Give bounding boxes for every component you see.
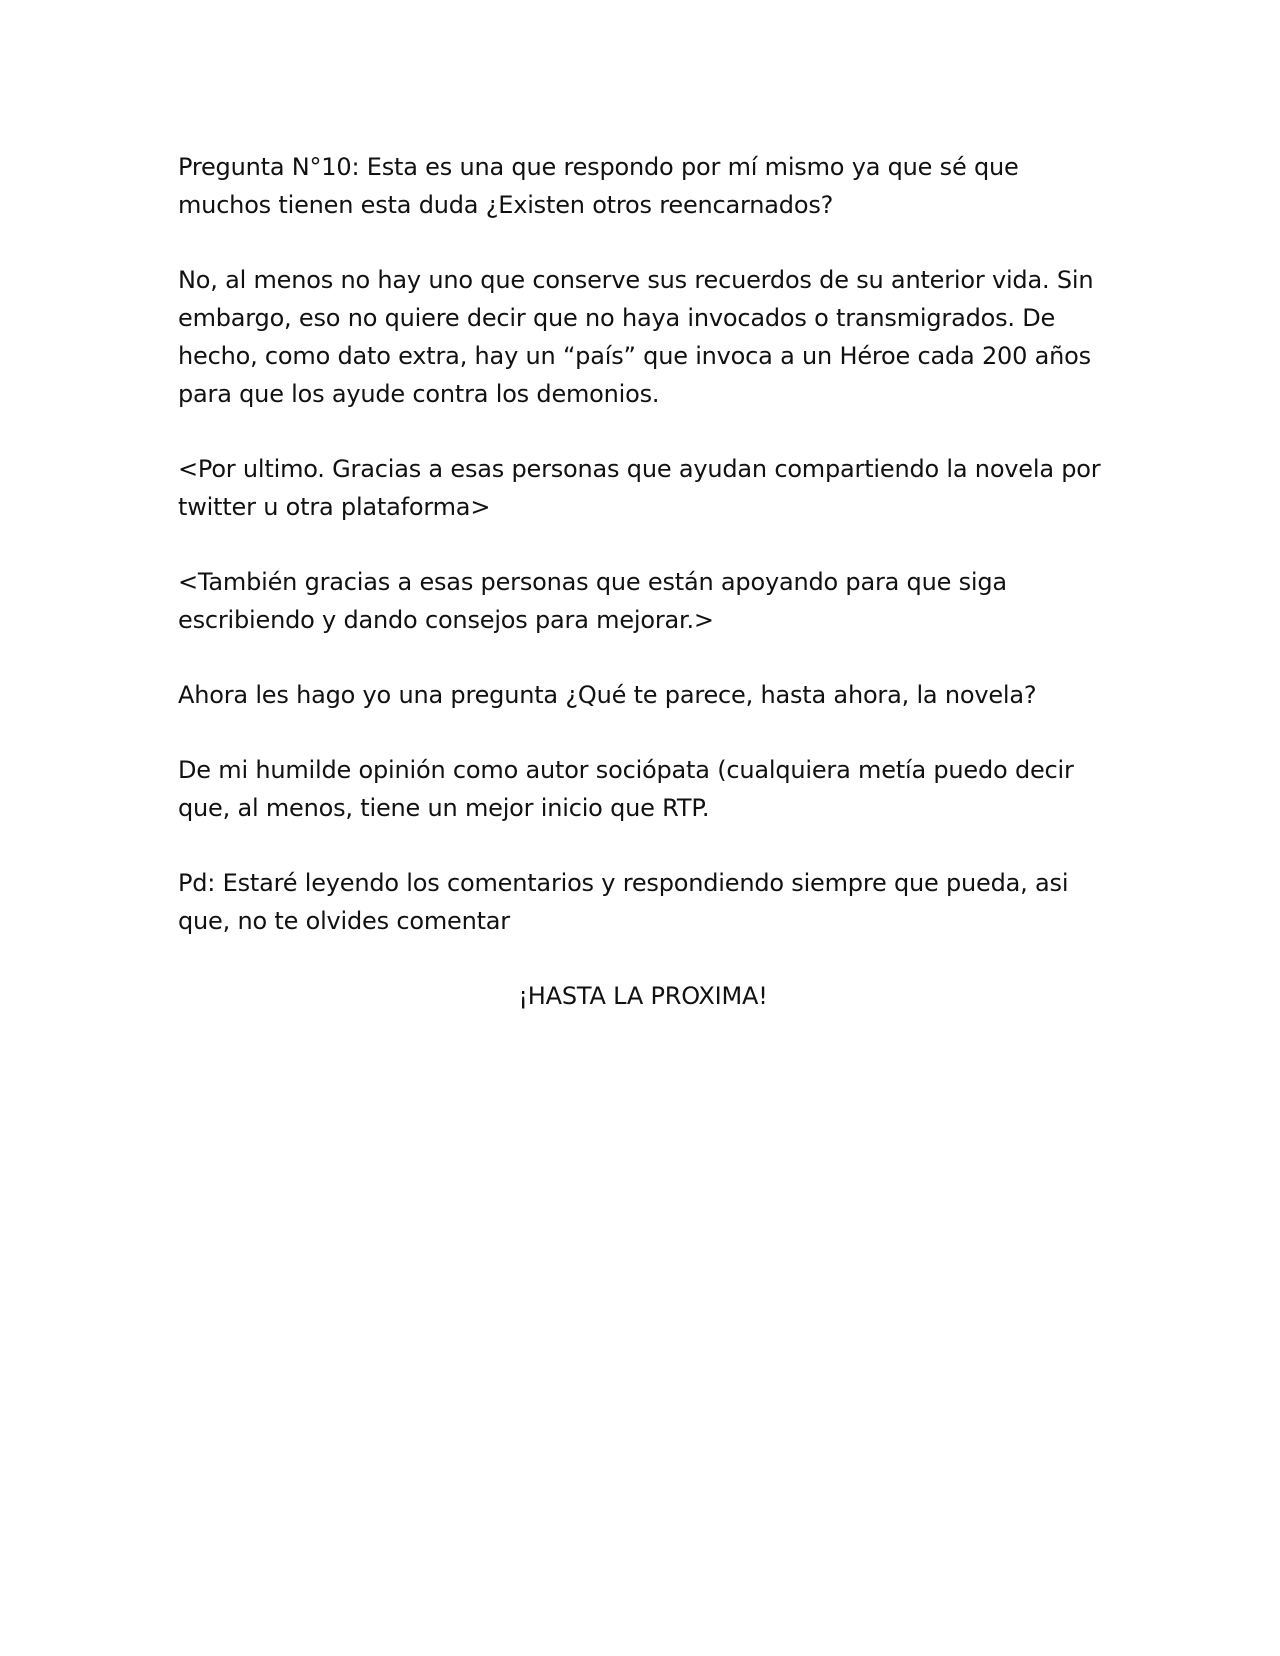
paragraph-thanks-support: <También gracias a esas personas que están apoyando para que siga escribiendo y dando consejos para mejorar.> bbox=[178, 568, 1007, 634]
paragraph-thanks-sharing: <Por ultimo. Gracias a esas personas que ayudan compartiendo la novela por twitter u otra plataforma> bbox=[178, 455, 1101, 521]
paragraph-postscript: Pd: Estaré leyendo los comentarios y respondiendo siempre que pueda, asi que, no te olvides comentar bbox=[178, 869, 1069, 935]
paragraph-question-10: Pregunta N°10: Esta es una que respondo por mí mismo ya que sé que muchos tienen esta duda ¿Existen otros reencarnados? bbox=[178, 153, 1019, 219]
paragraph-answer: No, al menos no hay uno que conserve sus recuerdos de su anterior vida. Sin embargo, eso no quiere decir que no haya invocados o transmigrados. De hecho, como dato extra, hay un “país” que invoca a un Héroe cada 200 años para que los ayude contra los demonios. bbox=[178, 266, 1094, 408]
document-body bbox=[178, 148, 1108, 1015]
paragraph-author-opinion: De mi humilde opinión como autor sociópata (cualquiera metía puedo decir que, al menos, tiene un mejor inicio que RTP. bbox=[178, 756, 1074, 822]
closing-line: ¡HASTA LA PROXIMA! bbox=[518, 982, 768, 1010]
paragraph-reader-question: Ahora les hago yo una pregunta ¿Qué te parece, hasta ahora, la novela? bbox=[178, 681, 1037, 709]
